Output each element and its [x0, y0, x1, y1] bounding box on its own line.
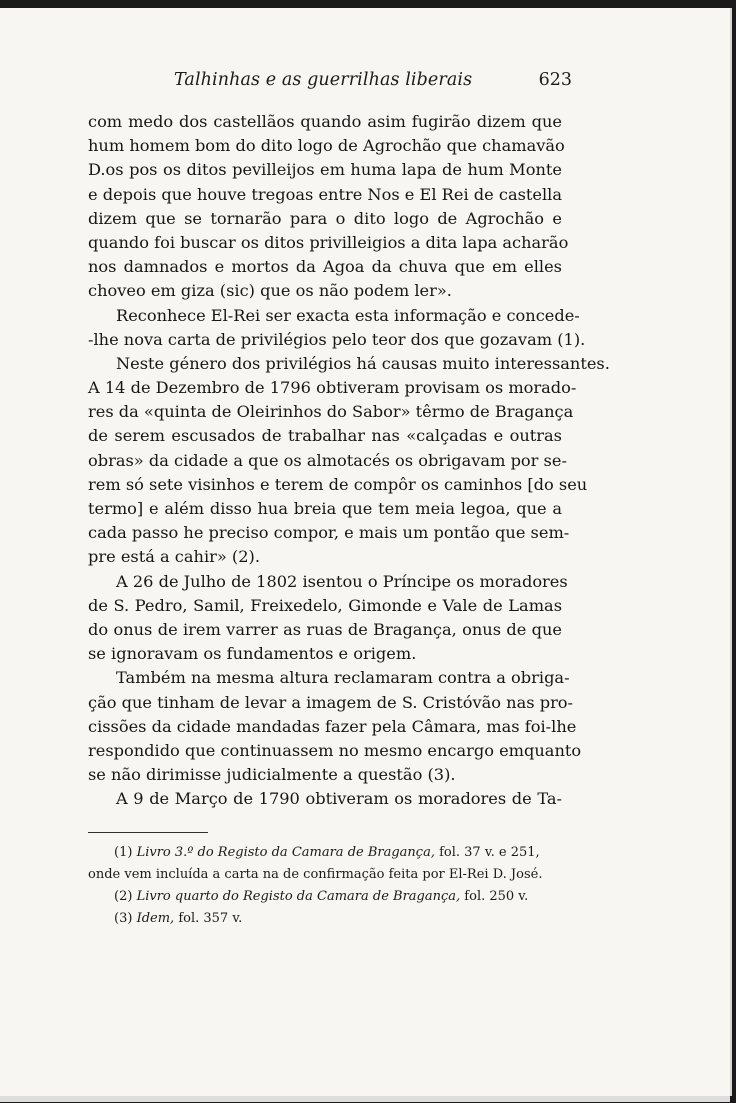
text-line: A 14 de Dezembro de 1796 obtiveram provisam os morado-: [88, 378, 577, 398]
footnote-divider: [88, 832, 208, 833]
text-line: respondido que continuassem no mesmo encargo emquanto: [88, 740, 582, 760]
footnote-source: Livro quarto do Registo da Camara de Bragança,: [136, 889, 461, 904]
footnote: [88, 864, 562, 886]
text-line: -lhe nova carta de privilégios pelo teor dos que gozavam (1).: [88, 329, 586, 349]
text-line: termo] e além disso hua breia que tem meia legoa, que a: [88, 499, 562, 518]
body-text: [88, 110, 610, 811]
text-line: se não dirimisse judicialmente a questão (3).: [88, 765, 456, 785]
text-line: hum homem bom do dito logo de Agrochão que chamavão: [88, 136, 565, 156]
text-line: se ignoravam os fundamentos e origem.: [88, 644, 417, 664]
footnote-marker: (2): [114, 889, 133, 904]
text-line: A 26 de Julho de 1802 isentou o Príncipe os moradores: [116, 571, 568, 591]
footnote: [88, 842, 562, 864]
text-line: quando foi buscar os ditos privilleigios a dita lapa acharão: [88, 232, 569, 252]
footnote-marker: (1): [114, 845, 133, 860]
text-line: dizem que se tornarão para o dito logo de Agrochão e: [88, 208, 562, 228]
running-title: Talhinhas e as guerrilhas liberais: [174, 70, 473, 90]
footnote-source: Livro 3.º do Registo da Camara de Bragança,: [136, 845, 435, 860]
book-page: [0, 8, 732, 1096]
text-line: A 9 de Março de 1790 obtiveram os moradores de Ta-: [116, 789, 562, 809]
page-header: [112, 66, 572, 96]
text-line: res da «quinta de Oleirinhos do Sabor» têrmo de Bragança: [88, 402, 574, 422]
footnote: [88, 886, 562, 908]
footnotes: [88, 842, 562, 930]
footnote-text: fol. 250 v.: [460, 889, 529, 904]
text-line: D.os pos os ditos pevilleijos em huma lapa de hum Monte: [88, 160, 562, 180]
page-number: 623: [538, 70, 572, 90]
text-line: Reconhece El-Rei ser exacta esta informação e concede-: [116, 305, 580, 325]
text-line: de serem escusados de trabalhar nas «calçadas e outras: [88, 426, 562, 446]
text-line: e depois que houve tregoas entre Nos e El Rei de castella: [88, 184, 562, 204]
text-line: cissões da cidade mandadas fazer pela Câmara, mas foi-lhe: [88, 716, 577, 736]
text-line: Também na mesma altura reclamaram contra a obriga-: [116, 668, 570, 688]
text-line: choveo em giza (sic) que os não podem ler».: [88, 281, 452, 301]
text-line: ção que tinham de levar a imagem de S. Cristóvão nas pro-: [88, 692, 574, 712]
footnote-text: fol. 357 v.: [174, 911, 243, 926]
footnote: [88, 908, 562, 930]
footnote-text: onde vem incluída a carta na de confirmação feita por El-Rei D. José.: [88, 867, 543, 882]
footnote-text: fol. 37 v. e 251,: [434, 845, 540, 860]
text-line: pre está a cahir» (2).: [88, 547, 260, 567]
footnote-marker: (3): [114, 911, 133, 926]
text-line: Neste género dos privilégios há causas muito interessantes.: [116, 353, 610, 373]
text-line: nos damnados e mortos da Agoa da chuva que em elles: [88, 257, 562, 277]
text-line: com medo dos castellãos quando asim fugirão dizem que: [88, 112, 562, 131]
text-line: cada passo he preciso compor, e mais um pontão que sem-: [88, 523, 570, 543]
text-line: obras» da cidade a que os almotacés os obrigavam por se-: [88, 450, 567, 470]
text-line: rem só sete visinhos e terem de compôr os caminhos [do seu: [88, 474, 588, 494]
footnote-source: Idem,: [136, 911, 175, 926]
text-line: do onus de irem varrer as ruas de Bragança, onus de que: [88, 619, 562, 639]
text-line: de S. Pedro, Samil, Freixedelo, Gimonde e Vale de Lamas: [88, 595, 562, 615]
